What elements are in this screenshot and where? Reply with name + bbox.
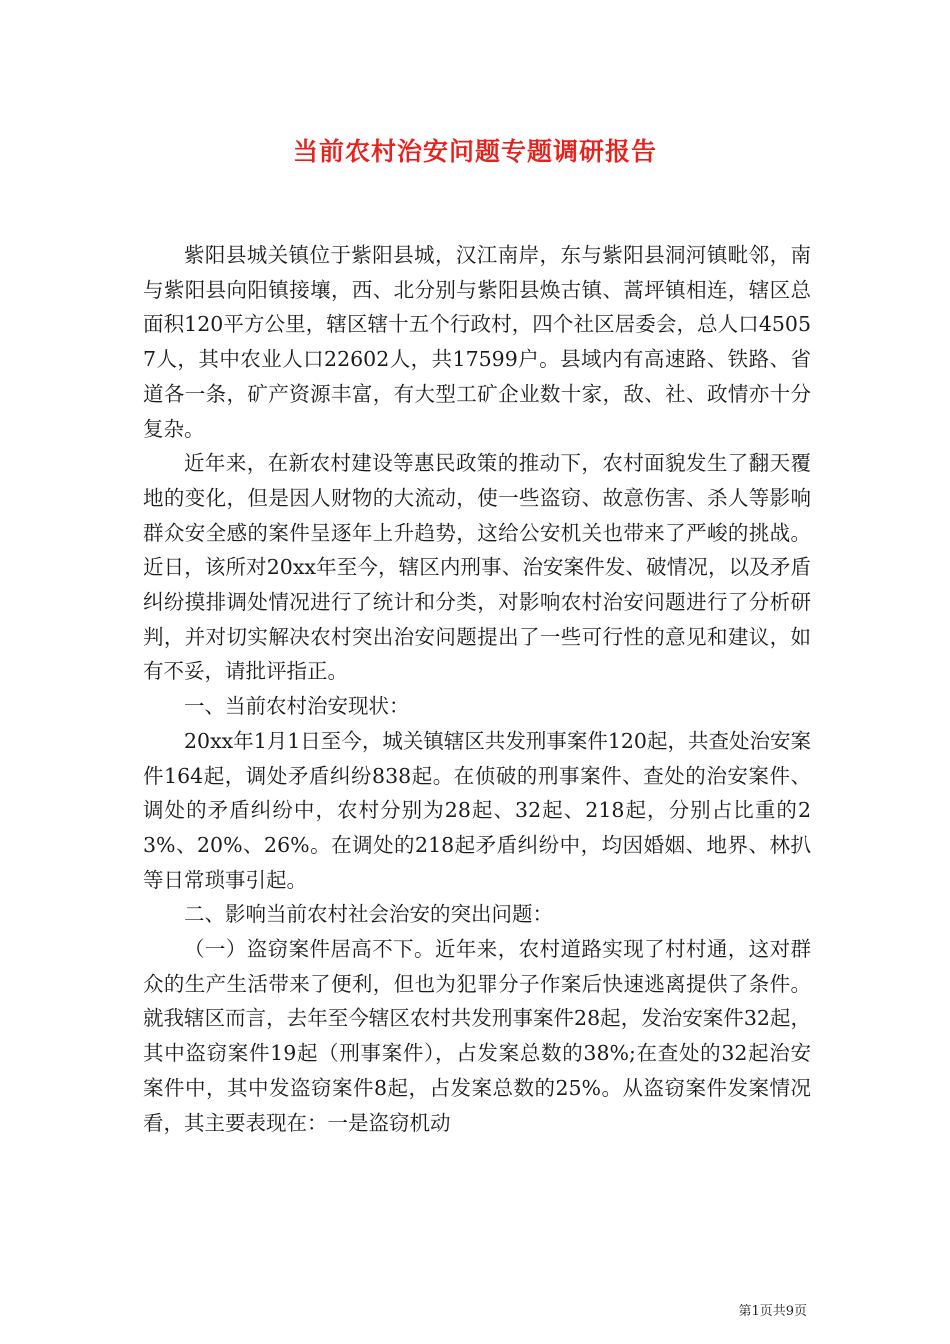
document-body: [143, 238, 811, 1140]
paragraph-theft-cases: （一）盗窃案件居高不下。近年来，农村道路实现了村村通，这对群众的生产生活带来了便利，但也为犯罪分子作案后快速逃离提供了条件。就我辖区而言，去年至今辖区农村共发刑事案件28起，发治安案件32起，其中盗窃案件19起（刑事案件），占发案总数的38%;在查处的32起治安案件中，其中发盗窃案件8起，占发案总数的25%。从盗窃案件发案情况看，其主要表现在：一是盗窃机动: [143, 937, 811, 1135]
section-heading-1: 一、当前农村治安现状：: [184, 694, 410, 719]
paragraph-intro: 紫阳县城关镇位于紫阳县城，汉江南岸，东与紫阳县洞河镇毗邻，南与紫阳县向阳镇接壤，西、北分别与紫阳县焕古镇、蒿坪镇相连，辖区总面积120平方公里，辖区辖十五个行政村，四个社区居委会，总人口45057人，其中农业人口22602人，共17599户。县域内有高速路、铁路、省道各一条，矿产资源丰富，有大型工矿企业数十家，敌、社、政情亦十分复杂。: [143, 243, 811, 441]
section-heading-2: 二、影响当前农村社会治安的突出问题：: [184, 902, 553, 927]
document-title: 当前农村治安问题专题调研报告: [292, 137, 657, 166]
paragraph-background: 近年来，在新农村建设等惠民政策的推动下，农村面貌发生了翻天覆地的变化，但是因人财物的大流动，使一些盗窃、故意伤害、杀人等影响群众安全感的案件呈逐年上升趋势，这给公安机关也带来了严峻的挑战。近日，该所对20xx年至今，辖区内刑事、治安案件发、破情况，以及矛盾纠纷摸排调处情况进行了统计和分类，对影响农村治安问题进行了分析研判，并对切实解决农村突出治安问题提出了一些可行性的意见和建议，如有不妥，请批评指正。: [143, 451, 811, 684]
paragraph-current-status: 20xx年1月1日至今，城关镇辖区共发刑事案件120起，共查处治安案件164起，调处矛盾纠纷838起。在侦破的刑事案件、查处的治安案件、调处的矛盾纠纷中，农村分别为28起、32起、218起，分别占比重的23%、20%、26%。在调处的218起矛盾纠纷中，均因婚姻、地界、林扒等日常琐事引起。: [143, 728, 811, 892]
page-number: 第1页共9页: [738, 1304, 807, 1319]
